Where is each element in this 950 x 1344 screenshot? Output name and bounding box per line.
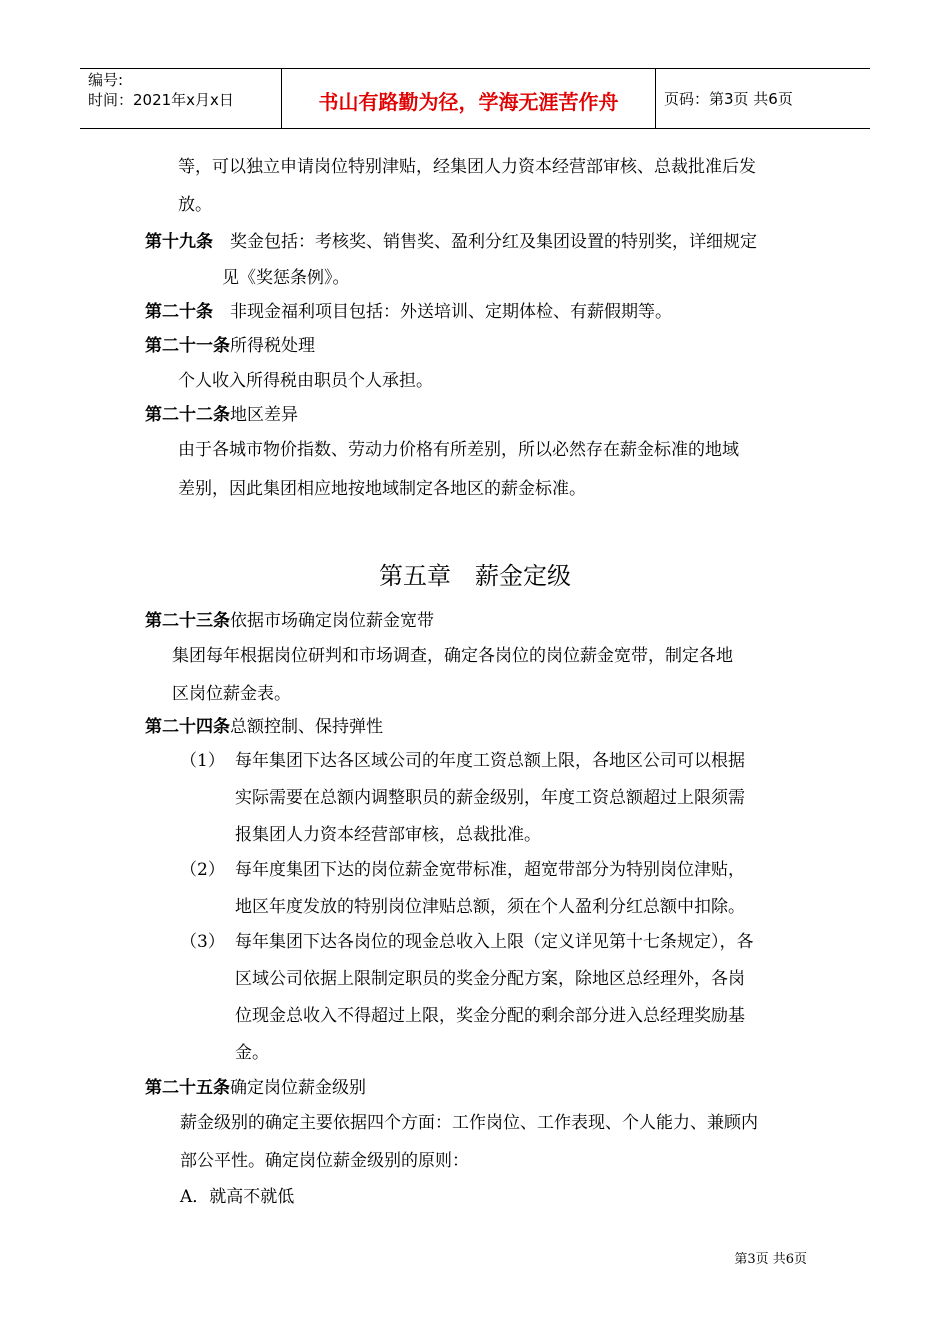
paragraph-line: 集团每年根据岗位研判和市场调查，确定各岗位的岗位薪金宽带，制定各地: [172, 646, 733, 666]
list-item-line: 位现金总收入不得超过上限，奖金分配的剩余部分进入总经理奖励基: [235, 1006, 745, 1026]
header-page-number: 页码：第3页 共6页: [664, 90, 793, 108]
paragraph-line: 见《奖惩条例》。: [222, 268, 350, 288]
paragraph-line: 等，可以独立申请岗位特别津贴，经集团人力资本经营部审核、总裁批准后发: [178, 157, 756, 177]
document-date: 时间：2021年x月x日: [88, 91, 234, 109]
article-label: 第二十五条: [145, 1078, 230, 1098]
article-text: 总额控制、保持弹性: [230, 717, 383, 737]
article-text: 依据市场确定岗位薪金宽带: [230, 611, 434, 631]
paragraph-line: 区岗位薪金表。: [172, 684, 291, 704]
article-label: 第二十一条: [145, 336, 230, 356]
article-text: 所得税处理: [230, 336, 315, 356]
header-top-rule: [80, 68, 870, 69]
paragraph-line: A．就高不就低: [180, 1187, 295, 1207]
document-number: 编号:: [88, 71, 124, 89]
header-bottom-rule: [80, 128, 870, 129]
list-item-line: 每年集团下达各岗位的现金总收入上限（定义详见第十七条规定），各: [235, 932, 754, 952]
header-meta: [88, 70, 234, 110]
list-item-line: 金。: [235, 1043, 269, 1063]
article-label: 第二十四条: [145, 717, 230, 737]
paragraph-line: 部公平性。确定岗位薪金级别的原则：: [180, 1151, 469, 1171]
header-divider: [655, 68, 656, 128]
list-item-line: 实际需要在总额内调整职员的薪金级别，年度工资总额超过上限须需: [235, 788, 745, 808]
article-24: [145, 716, 383, 738]
article-text: 地区差异: [230, 405, 298, 425]
article-21: [145, 335, 315, 357]
list-item-line: 地区年度发放的特别岗位津贴总额，须在个人盈利分红总额中扣除。: [235, 897, 745, 917]
list-item-line: 每年度集团下达的岗位薪金宽带标准，超宽带部分为特别岗位津贴，: [235, 860, 745, 880]
paragraph-line: 差别，因此集团相应地按地域制定各地区的薪金标准。: [178, 479, 586, 499]
list-item-number: （3）: [180, 932, 225, 952]
paragraph-line: 由于各城市物价指数、劳动力价格有所差别，所以必然存在薪金标准的地域: [178, 440, 739, 460]
article-text: 奖金包括：考核奖、销售奖、盈利分红及集团设置的特别奖，详细规定: [230, 232, 757, 252]
chapter-title: 第五章 薪金定级: [379, 562, 571, 590]
article-label: 第二十二条: [145, 405, 230, 425]
list-item-number: （2）: [180, 860, 225, 880]
article-19: [145, 231, 757, 253]
article-22: [145, 404, 298, 426]
article-label: 第十九条: [145, 232, 213, 252]
list-item-line: 每年集团下达各区域公司的年度工资总额上限，各地区公司可以根据: [235, 751, 745, 771]
paragraph-line: 放。: [178, 195, 212, 215]
footer-page-number: 第3页 共6页: [734, 1252, 807, 1267]
article-23: [145, 610, 434, 632]
list-item-number: （1）: [180, 751, 225, 771]
list-item-line: 区域公司依据上限制定职员的奖金分配方案，除地区总经理外，各岗: [235, 969, 745, 989]
header-motto: 书山有路勤为径，学海无涯苦作舟: [318, 90, 619, 114]
list-item-line: 报集团人力资本经营部审核，总裁批准。: [235, 825, 541, 845]
article-label: 第二十三条: [145, 611, 230, 631]
article-25: [145, 1077, 366, 1099]
paragraph-line: 薪金级别的确定主要依据四个方面：工作岗位、工作表现、个人能力、兼顾内: [180, 1113, 758, 1133]
article-20: [145, 301, 672, 323]
paragraph-line: 个人收入所得税由职员个人承担。: [178, 371, 433, 391]
article-text: 确定岗位薪金级别: [230, 1078, 366, 1098]
article-label: 第二十条: [145, 302, 213, 322]
article-text: 非现金福利项目包括：外送培训、定期体检、有薪假期等。: [230, 302, 672, 322]
